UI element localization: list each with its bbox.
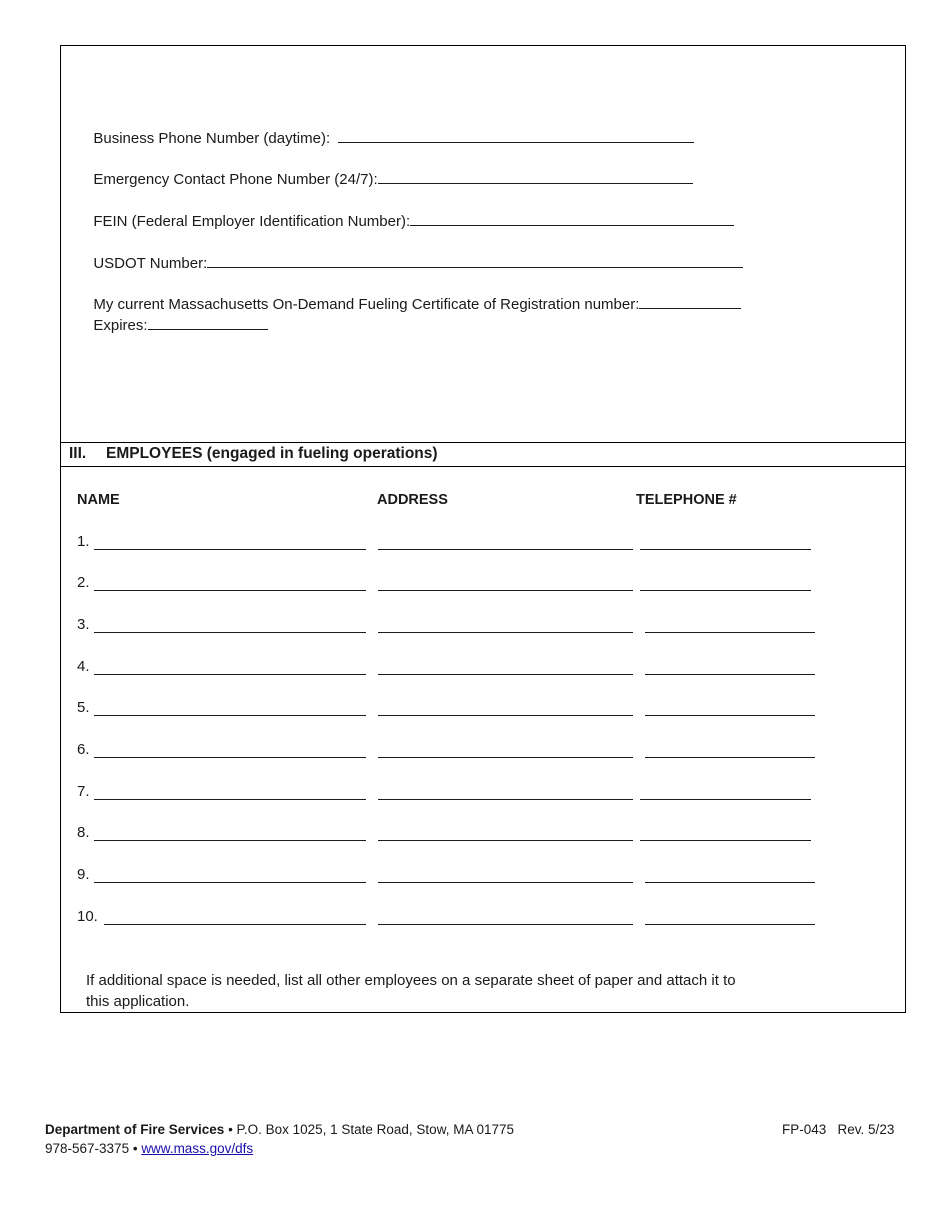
employee-name-input[interactable] [94, 757, 366, 758]
employee-telephone-input[interactable] [640, 799, 811, 800]
employee-address-input[interactable] [378, 840, 633, 841]
additional-space-note-line2: this application. [86, 993, 190, 1010]
employee-address-input[interactable] [378, 590, 633, 591]
row-number: 9. [77, 866, 90, 883]
employee-address-input[interactable] [378, 882, 633, 883]
emergency-phone-field[interactable] [85, 151, 693, 189]
employee-telephone-input[interactable] [645, 757, 815, 758]
row-number: 5. [77, 699, 90, 716]
section-title: EMPLOYEES (engaged in fueling operations) [106, 445, 438, 462]
employee-name-input[interactable] [94, 632, 366, 633]
employee-name-input[interactable] [94, 590, 366, 591]
business-phone-label: Business Phone Number (daytime): [93, 130, 331, 147]
employee-address-input[interactable] [378, 674, 633, 675]
employee-telephone-input[interactable] [640, 549, 811, 550]
employee-telephone-input[interactable] [645, 632, 815, 633]
fein-label: FEIN (Federal Employer Identification Number): [93, 213, 411, 230]
emergency-phone-input[interactable] [378, 169, 693, 184]
employee-name-input[interactable] [94, 674, 366, 675]
certificate-input[interactable] [639, 294, 741, 309]
row-number: 10. [77, 908, 98, 925]
column-header-address: ADDRESS [377, 492, 448, 508]
business-phone-input[interactable] [338, 128, 694, 143]
employee-telephone-input[interactable] [645, 924, 815, 925]
employee-address-input[interactable] [378, 924, 633, 925]
fein-field[interactable] [85, 193, 734, 231]
expires-field[interactable] [85, 297, 268, 335]
employee-telephone-input[interactable] [645, 674, 815, 675]
row-number: 2. [77, 574, 90, 591]
employee-name-input[interactable] [94, 882, 366, 883]
department-phone: 978-567-3375 • [45, 1141, 142, 1156]
employee-name-input[interactable] [94, 840, 366, 841]
business-phone-field[interactable] [85, 110, 694, 148]
fein-input[interactable] [410, 211, 734, 226]
column-header-name: NAME [77, 492, 120, 508]
section-number: III. [69, 445, 87, 462]
expires-label: Expires: [93, 317, 148, 334]
row-number: 7. [77, 783, 90, 800]
additional-space-note-line1: If additional space is needed, list all other employees on a separate sheet of paper and attach it to [86, 972, 736, 989]
employee-address-input[interactable] [378, 715, 633, 716]
usdot-input[interactable] [207, 253, 743, 268]
footer-contact-line [45, 1140, 253, 1158]
department-address: • P.O. Box 1025, 1 State Road, Stow, MA 01775 [224, 1122, 514, 1137]
department-name: Department of Fire Services [45, 1122, 225, 1137]
employee-address-input[interactable] [378, 632, 633, 633]
row-number: 8. [77, 824, 90, 841]
form-id: FP-043 [782, 1122, 827, 1137]
emergency-phone-label: Emergency Contact Phone Number (24/7): [93, 171, 378, 188]
usdot-label: USDOT Number: [93, 255, 208, 272]
employee-name-input[interactable] [94, 549, 366, 550]
form-id-block [782, 1121, 894, 1139]
row-number: 4. [77, 658, 90, 675]
employee-telephone-input[interactable] [640, 590, 811, 591]
footer-address-line [45, 1121, 514, 1139]
row-number: 1. [77, 533, 90, 550]
website-link[interactable]: www.mass.gov/dfs [141, 1141, 254, 1156]
employee-name-input[interactable] [94, 799, 366, 800]
employee-name-input[interactable] [94, 715, 366, 716]
employee-address-input[interactable] [378, 757, 633, 758]
row-number: 3. [77, 616, 90, 633]
row-number: 6. [77, 741, 90, 758]
employee-telephone-input[interactable] [640, 840, 811, 841]
employee-name-input[interactable] [104, 924, 366, 925]
column-header-telephone: TELEPHONE # [636, 492, 737, 508]
employee-telephone-input[interactable] [645, 882, 815, 883]
employee-telephone-input[interactable] [645, 715, 815, 716]
employee-address-input[interactable] [378, 799, 633, 800]
usdot-field[interactable] [85, 235, 743, 273]
certificate-label: My current Massachusetts On-Demand Fueling Certificate of Registration number: [93, 296, 640, 313]
expires-input[interactable] [148, 315, 268, 330]
employee-address-input[interactable] [378, 549, 633, 550]
form-revision: Rev. 5/23 [837, 1122, 895, 1137]
